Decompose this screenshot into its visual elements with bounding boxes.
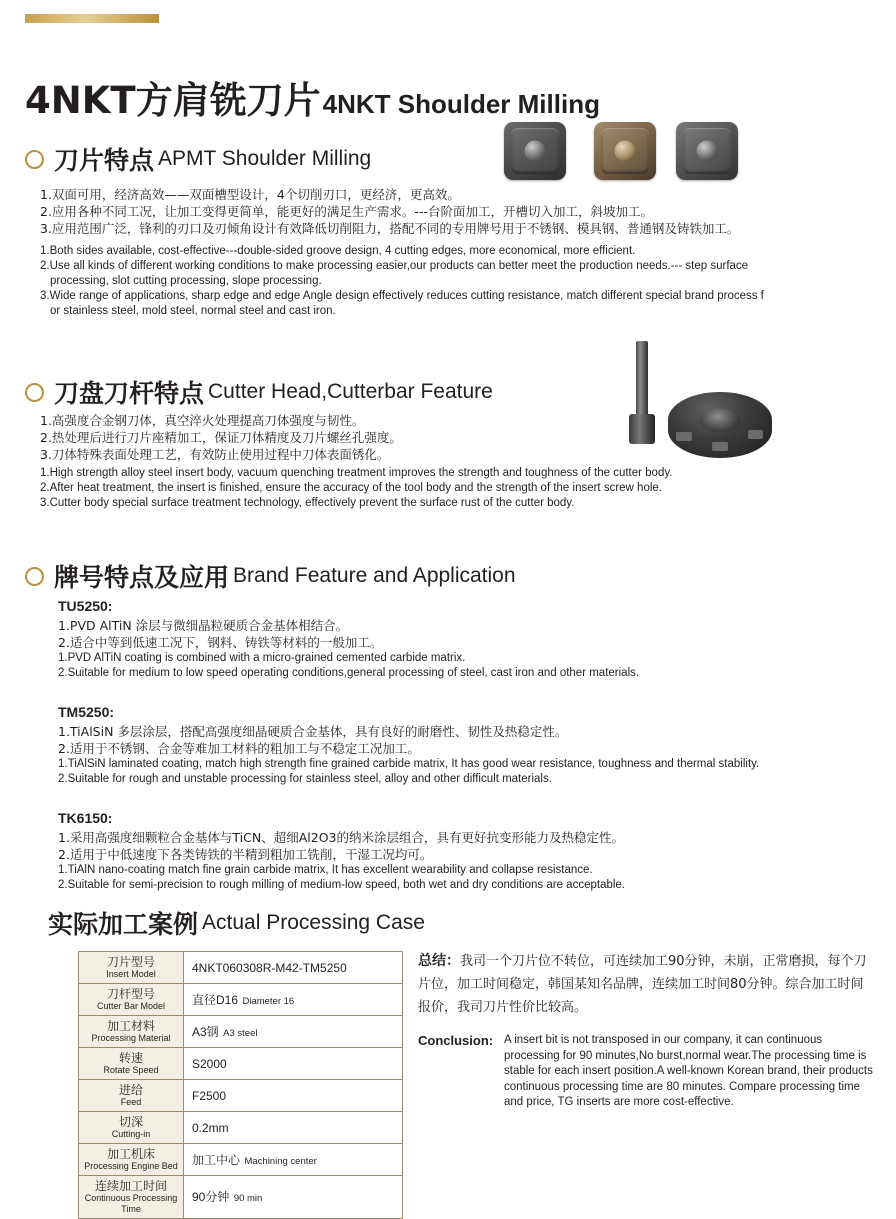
en-line: 2.Suitable for medium to low speed operating conditions,general processing of steel, cast iron and other materials. — [58, 667, 640, 679]
label-en: Continuous Processing Time — [84, 1193, 178, 1214]
insert-photo-2 — [594, 122, 656, 180]
cn-line: 2.适用于不锈钢、合金等难加工材料的粗加工与不稳定工况加工。 — [58, 741, 420, 756]
table-row-value — [184, 1080, 403, 1112]
cn-line: 3.应用范围广泛，锋利的刃口及刃倾角设计有效降低切削阻力，搭配不同的专用牌号用于不锈钢、模具钢、普通钢及铸铁加工。 — [40, 221, 740, 236]
table-row-value — [184, 1144, 403, 1176]
ring-bullet-icon — [25, 567, 44, 586]
insert-hole — [525, 141, 546, 162]
cn-line: 1.采用高强度细颗粒合金基体与TiCN、超细Al2O3的纳米涂层组合，具有更好抗变形能力及热稳定性。 — [58, 830, 624, 845]
summary-en-row — [418, 1033, 873, 1111]
insert-photo-3 — [676, 122, 738, 180]
value-sub: Machining center — [244, 1155, 317, 1167]
table-row-value — [184, 1112, 403, 1144]
cn-line: 1.TiAlSiN 多层涂层，搭配高强度细晶硬质合金基体，具有良好的耐磨性、韧性及热稳定性。 — [58, 724, 568, 739]
en-line: 1.TiAlN nano-coating match fine grain carbide matrix, It has excellent wearability and collapse resistance. — [58, 864, 593, 876]
brand-block-tu5250 — [58, 598, 878, 681]
section-heading-en: Cutter Head,Cutterbar Feature — [208, 380, 493, 403]
cn-line: 1.高强度合金钢刀体，真空淬火处理提高刀体强度与韧性。 — [40, 413, 365, 428]
value-sub: Diameter 16 — [242, 995, 295, 1007]
en-line: 3.Wide range of applications, sharp edge and edge Angle design effectively reduces cutting resistance, match different special brand process f — [40, 290, 764, 302]
label-cn: 刀杆型号 — [106, 987, 155, 1001]
en-line: 1.Both sides available, cost-effective---double-sided groove design, 4 cutting edges, more economical, more efficient. — [40, 245, 636, 257]
table-row — [79, 1176, 403, 1219]
section-heading-case — [48, 905, 425, 941]
table-row-value — [184, 1016, 403, 1048]
cn-line: 2.适用于中低速度下各类铸铁的半精到粗加工铣削，干湿工况均可。 — [58, 847, 433, 862]
cutter-tooth — [748, 430, 763, 439]
section-heading-insert-feature — [25, 141, 371, 177]
cn-line: 2.热处理后进行刀片座精加工，保证刀体精度及刀片螺丝孔强度。 — [40, 430, 402, 445]
summary-cn-label: 总结： — [418, 953, 460, 969]
cutter-feature-en-block — [40, 466, 870, 511]
label-cn: 加工机床 — [106, 1147, 155, 1161]
case-heading-cn: 实际加工案例 — [48, 910, 199, 939]
summary-cn-text: 我司一个刀片位不转位，可连续加工90分钟，未崩，正常磨损，每个刀片位，加工时间稳定，韩国某知名品牌，连续加工时间80分钟。综合加工时间报价，我司刀片性价比较高。 — [418, 954, 867, 1015]
value-main: 直径D16 — [192, 992, 239, 1007]
table-row — [79, 1016, 403, 1048]
label-cn: 切深 — [118, 1115, 143, 1129]
summary-cn — [418, 950, 873, 1019]
cn-line: 1.PVD AlTiN 涂层与微细晶粒硬质合金基体相结合。 — [58, 618, 349, 633]
en-line: 2.Suitable for rough and unstable processing for stainless steel, alloy and other difficult materials. — [58, 773, 552, 785]
table-row — [79, 1144, 403, 1176]
section-heading-en: APMT Shoulder Milling — [158, 147, 372, 170]
table-row — [79, 952, 403, 984]
table-row-label — [79, 1048, 184, 1080]
section-heading-cn: 刀片特点 — [54, 146, 155, 175]
brand-name: TM5250: — [58, 704, 115, 720]
label-cn: 连续加工时间 — [94, 1179, 167, 1193]
brand-block-tm5250 — [58, 704, 878, 787]
cutter-tooth — [676, 432, 692, 441]
value-main: S2000 — [192, 1056, 227, 1071]
table-row-value — [184, 952, 403, 984]
section-heading-brand-feature — [25, 558, 516, 594]
table-row — [79, 1080, 403, 1112]
table-row-value — [184, 1176, 403, 1219]
label-en: Processing Material — [91, 1033, 171, 1043]
cn-line: 3.刀体特殊表面处理工艺，有效防止使用过程中刀体表面锈化。 — [40, 447, 390, 462]
gold-accent-bar — [25, 14, 159, 23]
cutter-head-graphic — [668, 392, 772, 458]
cutter-bar-shank — [636, 341, 648, 419]
label-cn: 进给 — [118, 1083, 143, 1097]
en-line: 2.Use all kinds of different working conditions to make processing easier,our products can better meet the production needs.--- step surface — [40, 260, 749, 272]
insert-feature-cn-block — [40, 186, 870, 237]
section-heading-cn: 刀盘刀杆特点 — [54, 379, 205, 408]
label-en: Cutter Bar Model — [96, 1001, 166, 1011]
case-table — [78, 951, 403, 1219]
label-en: Insert Model — [106, 969, 156, 979]
en-line: 2.Suitable for semi-precision to rough milling of medium-low speed, both wet and dry conditions are acceptable. — [58, 879, 625, 891]
table-row-label — [79, 952, 184, 984]
brand-name: TK6150: — [58, 810, 113, 826]
value-main: F2500 — [192, 1088, 227, 1103]
en-line: or stainless steel, mold steel, normal steel and cast iron. — [50, 305, 336, 317]
table-row-label — [79, 1016, 184, 1048]
cn-line: 1.双面可用，经济高效——双面槽型设计，4个切削刃口，更经济，更高效。 — [40, 187, 460, 202]
brand-name: TU5250: — [58, 598, 113, 614]
cn-line: 2.应用各种不同工况，让加工变得更简单，能更好的满足生产需求。---台阶面加工，开槽切入加工，斜坡加工。 — [40, 204, 653, 219]
ring-bullet-icon — [25, 150, 44, 169]
value-main: 加工中心 — [192, 1152, 241, 1167]
summary-en-label: Conclusion: — [418, 1033, 494, 1048]
summary-en-text: A insert bit is not transposed in our company, it can continuous processing for 90 minutes,No burst,normal wear.The processing time is stable for each insert position.A well-known Korean brand, their products continuous processing time are 80 minutes. Compare processing time and price, TG inserts are more cost-effective. — [504, 1034, 873, 1108]
value-sub: A3 steel — [223, 1027, 258, 1039]
insert-hole — [697, 141, 718, 162]
label-cn: 刀片型号 — [106, 955, 155, 969]
value-main: 4NKT060308R-M42-TM5250 — [192, 960, 347, 975]
table-row — [79, 1112, 403, 1144]
en-line: 1.High strength alloy steel insert body, vacuum quenching treatment improves the strength and toughness of the cutter body. — [40, 467, 673, 479]
section-heading-en: Brand Feature and Application — [233, 564, 516, 587]
table-row — [79, 984, 403, 1016]
insert-photo-1 — [504, 122, 566, 180]
en-line: 1.PVD AlTiN coating is combined with a micro-grained cemented carbide matrix. — [58, 652, 466, 664]
page-title-en: 4NKT Shoulder Milling — [322, 89, 600, 119]
table-row-label — [79, 1080, 184, 1112]
table-row-label — [79, 1144, 184, 1176]
brand-block-tk6150 — [58, 810, 878, 893]
ring-bullet-icon — [25, 383, 44, 402]
table-row-label — [79, 1112, 184, 1144]
cn-line: 2.适合中等到低速工况下，钢料、铸铁等材料的一般加工。 — [58, 635, 383, 650]
en-line: 1.TiAlSiN laminated coating, match high strength fine grained carbide matrix, It has good wear resistance, toughness and thermal stability. — [58, 758, 760, 770]
section-heading-cutter-feature — [25, 374, 493, 410]
page-title-cn: 4NKT方肩铣刀片 — [25, 79, 321, 122]
label-en: Cutting-in — [111, 1129, 151, 1139]
cutter-tooth — [712, 442, 728, 451]
conclusion-block — [418, 950, 873, 1111]
en-line: 2.After heat treatment, the insert is finished, ensure the accuracy of the tool body and the strength of the insert screw hole. — [40, 482, 662, 494]
value-sub: 90 min — [233, 1193, 263, 1204]
table-row-label — [79, 984, 184, 1016]
label-en: Feed — [120, 1097, 142, 1107]
en-line: 3.Cutter body special surface treatment technology, effectively prevent the surface rust of the cutter body. — [40, 497, 575, 509]
table-row-label — [79, 1176, 184, 1219]
value-main: 90分钟 — [192, 1190, 230, 1204]
cutter-head-bore — [700, 408, 740, 432]
en-line: processing, slot cutting processing, slope processing. — [50, 275, 322, 287]
table-row — [79, 1048, 403, 1080]
cutter-feature-cn-block — [40, 412, 640, 463]
table-row-value — [184, 984, 403, 1016]
label-en: Processing Engine Bed — [84, 1161, 178, 1171]
insert-feature-en-block — [40, 244, 870, 319]
table-row-value — [184, 1048, 403, 1080]
value-main: A3钢 — [192, 1024, 219, 1039]
case-heading-en: Actual Processing Case — [202, 911, 425, 934]
label-cn: 转速 — [118, 1051, 143, 1065]
label-cn: 加工材料 — [106, 1019, 155, 1033]
section-heading-cn: 牌号特点及应用 — [54, 563, 230, 592]
insert-hole — [615, 141, 636, 162]
value-main: 0.2mm — [192, 1120, 229, 1135]
label-en: Rotate Speed — [103, 1065, 159, 1075]
page-title — [25, 70, 600, 124]
